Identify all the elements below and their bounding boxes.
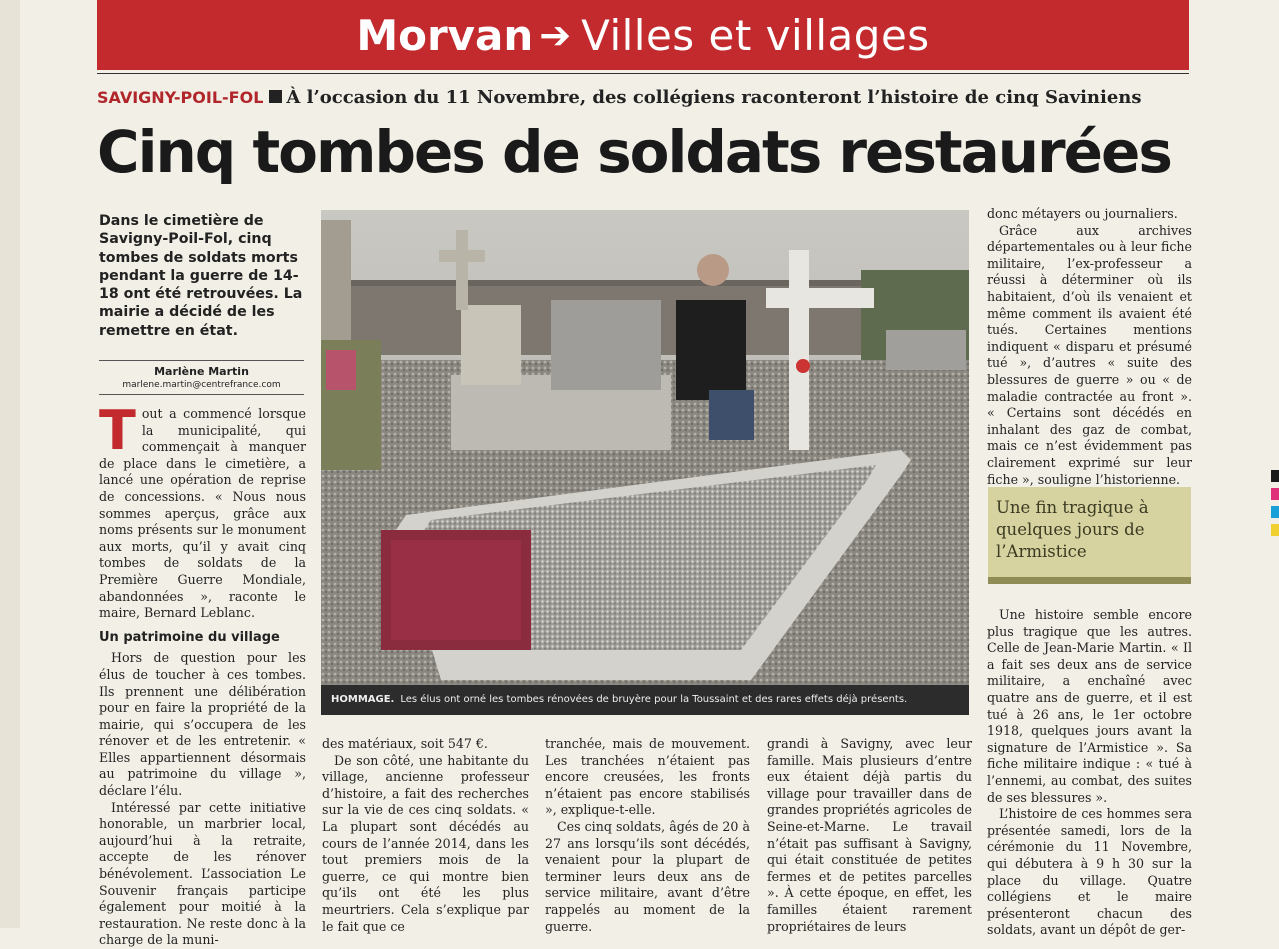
photo-caption xyxy=(321,685,969,715)
kicker-place: SAVIGNY-POIL-FOL xyxy=(97,88,264,107)
caption-label: HOMMAGE. xyxy=(331,694,395,705)
paragraph: Hors de question pour les élus de toucher à ces tombes. Ils prennent une délibération pour en faire la propriété de la mairie, qui s’occupera de les rénover et de les entretenir. « Elles appartiennent désormais au patrimoine du village », déclare l’élu. xyxy=(99,650,306,799)
paragraph: De son côté, une habitante du village, ancienne professeur d’histoire, a fait des recherches sur la vie de ces cinq soldats. « La plupart sont décédés au cours de l’année 2014, dans les tout premiers mois de la guerre, ce qui montre bien qu’ils ont été les plus meurtriers. Cela s’explique par le fait que ce xyxy=(322,752,529,934)
paragraph: Grâce aux archives départementales ou à leur fiche militaire, l’ex-professeur a réussi à déterminer où ils habitaient, d’où ils venaient et même comment ils avaient été tués. Certaines mentions indiquent « disparu et présumé tué », d’autres « suite des blessures de guerre » ou « de maladie contractée au front ». « Certains sont décédés en inhalant des gaz de combat, mais ce n’est évidemment pas clairement exprimé sur leur fiche », souligne l’historienne. xyxy=(987,222,1192,487)
inset-box xyxy=(988,487,1191,584)
paragraph: L’histoire de ces hommes sera présentée samedi, lors de la cérémonie du 11 Novembre, qui débutera à 9 h 30 sur la place du village. Quatre collégiens et le maire présenteront chacun des soldats, avant un dépôt de ger- xyxy=(987,806,1192,938)
divider xyxy=(97,73,1189,74)
article-column-5-top xyxy=(987,206,1192,488)
cemetery-photo xyxy=(321,210,969,715)
lead-paragraph: Dans le cimetière de Savigny-Poil-Fol, cinq tombes de soldats morts pendant la guerre de 14-18 ont été retrouvées. La mairie a décidé de les remettre en état. xyxy=(99,213,303,339)
article-column-5-bottom xyxy=(987,607,1192,939)
subheading: Un patrimoine du village xyxy=(99,629,280,645)
article-column-1 xyxy=(99,399,306,949)
paragraph: des matériaux, soit 547 €. xyxy=(322,736,488,751)
byline xyxy=(99,360,304,395)
paragraph: Intéressé par cette initiative honorable, un marbrier local, aujourd’hui à la retraite, accepte de les rénover bénévolement. L’association Le Souvenir français participe également pour moitié à la restauration. Ne reste donc à la charge de la muni- xyxy=(99,799,306,948)
print-registration-mark xyxy=(1271,488,1279,500)
inset-title: Une fin tragique à quelques jours de l’Armistice xyxy=(996,498,1149,561)
kicker xyxy=(97,87,1189,108)
caption-text: Les élus ont orné les tombes rénovées de bruyère pour la Toussaint et des rares effets déjà présents. xyxy=(400,694,908,705)
print-registration-mark xyxy=(1271,524,1279,536)
paragraph: donc métayers ou journaliers. xyxy=(987,206,1178,221)
paragraph: Ces cinq soldats, âgés de 20 à 27 ans lorsqu’ils sont décédés, venaient pour la plupart de terminer leurs deux ans de service militaire, avant d’être rappelés au moment de la guerre. xyxy=(545,818,750,934)
paragraph: Une histoire semble encore plus tragique que les autres. Celle de Jean-Marie Martin. « Il a fait ses deux ans de service militaire, a enchaîné avec quatre ans de guerre, et il est tué à 26 ans, le 1er octobre 1918, quelques jours avant la signature de l’Armistice ». Sa fiche militaire indique : « tué à l’ennemi, au combat, des suites de ses blessures ». xyxy=(987,607,1192,805)
article-column-2 xyxy=(322,736,529,935)
section-name: Morvan xyxy=(356,10,534,60)
print-registration-mark xyxy=(1271,470,1279,482)
square-bullet-icon xyxy=(269,90,282,103)
paragraph: tranchée, mais de mouvement. Les tranchées n’étaient pas encore creusées, les fronts n’étaient pas encore stabilisés », explique-t-elle. xyxy=(545,736,750,818)
article-column-4 xyxy=(767,736,972,935)
section-subname: Villes et villages xyxy=(581,10,930,60)
drop-cap: T xyxy=(99,399,136,462)
author-name: Marlène Martin xyxy=(154,365,249,378)
article-column-3 xyxy=(545,736,750,935)
paragraph: grandi à Savigny, avec leur famille. Mais plusieurs d’entre eux étaient déjà partis du village pour travailler dans de grandes propriétés agricoles de Seine-et-Marne. Le travail n’était pas suffisant à Savigny, qui était constituée de petites fermes et de petites parcelles ». À cette époque, en effet, les familles étaient rarement propriétaires de leurs xyxy=(767,736,972,934)
kicker-text: À l’occasion du 11 Novembre, des collégiens raconteront l’histoire de cinq Saviniens xyxy=(286,87,1142,108)
inset-footer-bar xyxy=(988,577,1191,584)
photo-illustration xyxy=(321,210,969,715)
arrow-icon: ➔ xyxy=(539,13,572,57)
paragraph: out a commencé lorsque la municipalité, qui commençait à manquer de place dans le cimetière, a lancé une opération de reprise de concessions. « Nous nous sommes aperçus, grâce aux noms présents sur le monument aux morts, qu’il y avait cinq tombes de soldats de la Première Guerre Mondiale, abandonnées », raconte le maire, Bernard Leblanc. xyxy=(99,406,306,621)
page-fold-shadow xyxy=(0,0,20,928)
section-banner xyxy=(97,0,1189,70)
print-registration-mark xyxy=(1271,506,1279,518)
headline: Cinq tombes de soldats restaurées xyxy=(97,118,1171,186)
author-email: marlene.martin@centrefrance.com xyxy=(122,380,281,390)
